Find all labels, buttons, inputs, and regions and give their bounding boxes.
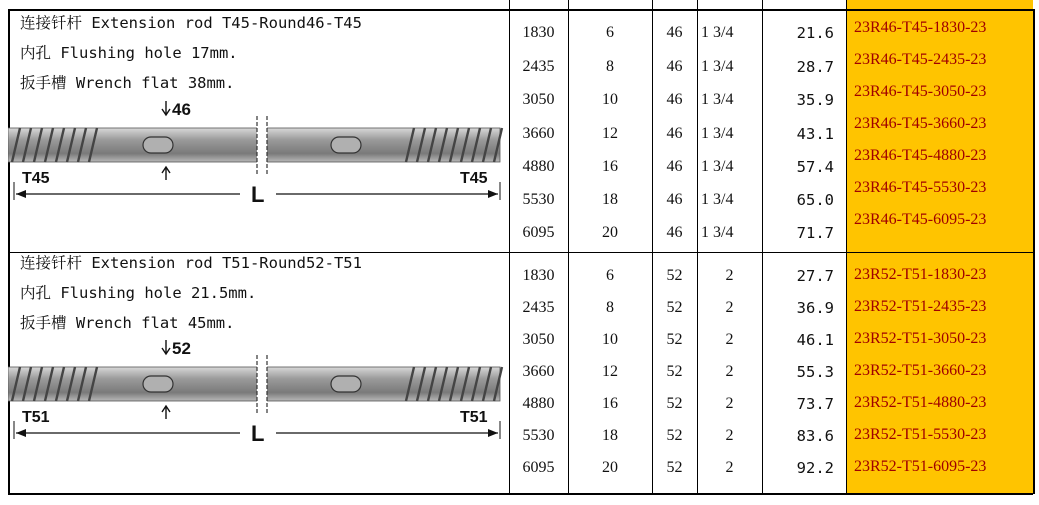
cell-inch: 1 3/4: [701, 24, 734, 41]
rod-drawing: [8, 96, 508, 206]
table-hline: [8, 9, 1033, 11]
cell-code: 23R46-T45-5530-23: [854, 179, 987, 196]
cell-code: 23R46-T45-3660-23: [854, 115, 987, 132]
rod-drawing: [8, 335, 508, 445]
cell-diameter: 52: [666, 331, 683, 348]
cell-feet: 12: [602, 125, 618, 142]
cell-inch: 2: [725, 395, 734, 412]
cell-feet: 20: [602, 459, 618, 476]
cell-diameter: 46: [666, 58, 683, 75]
wrench-flat: [331, 376, 361, 392]
cell-weight: 21.6: [796, 24, 834, 42]
thread-label-right: T51: [460, 409, 488, 426]
cell-inch: 2: [725, 267, 734, 284]
break-gap: [257, 116, 267, 174]
length-label: L: [251, 421, 265, 445]
cell-code: 23R46-T45-4880-23: [854, 147, 987, 164]
thread-label-right: T45: [460, 170, 488, 187]
thread-label-left: T51: [22, 409, 50, 426]
cell-inch: 2: [725, 363, 734, 380]
right-arrowhead-icon: [488, 429, 498, 437]
cell-inch: 1 3/4: [701, 125, 734, 142]
cell-diameter: 46: [666, 224, 683, 241]
cell-weight: 35.9: [796, 91, 834, 109]
cell-feet: 12: [602, 363, 618, 380]
cell-feet: 6: [606, 267, 614, 284]
cell-weight: 92.2: [796, 459, 834, 477]
cell-length: 1830: [522, 24, 555, 41]
right-arrowhead-icon: [488, 190, 498, 198]
cell-code: 23R52-T51-5530-23: [854, 426, 987, 443]
cell-feet: 8: [606, 299, 614, 316]
cell-length: 5530: [522, 427, 555, 444]
cell-inch: 2: [725, 427, 734, 444]
up-arrow-icon: [162, 167, 170, 180]
cell-code: 23R46-T45-2435-23: [854, 51, 987, 68]
cell-code: 23R46-T45-6095-23: [854, 211, 987, 228]
cell-feet: 6: [606, 24, 614, 41]
cell-length: 4880: [522, 158, 555, 175]
cell-diameter: 52: [666, 267, 683, 284]
wrench-flat: [143, 376, 173, 392]
cell-length: 3050: [522, 331, 555, 348]
cell-length: 6095: [522, 224, 555, 241]
cell-weight: 83.6: [796, 427, 834, 445]
cell-diameter: 52: [666, 427, 683, 444]
left-arrowhead-icon: [16, 429, 26, 437]
cell-inch: 2: [725, 459, 734, 476]
cell-length: 6095: [522, 459, 555, 476]
cell-diameter: 52: [666, 459, 683, 476]
cell-weight: 65.0: [796, 191, 834, 209]
cell-weight: 36.9: [796, 299, 834, 317]
diameter-label: 46: [172, 100, 191, 119]
wrench-flat: [143, 137, 173, 153]
cell-feet: 8: [606, 58, 614, 75]
cell-weight: 73.7: [796, 395, 834, 413]
cell-code: 23R52-T51-3660-23: [854, 362, 987, 379]
cell-code: 23R46-T45-3050-23: [854, 83, 987, 100]
description-line: 扳手槽 Wrench flat 38mm.: [20, 74, 235, 92]
cell-diameter: 46: [666, 24, 683, 41]
cell-code: 23R52-T51-6095-23: [854, 458, 987, 475]
cell-inch: 1 3/4: [701, 58, 734, 75]
cell-diameter: 46: [666, 91, 683, 108]
description-line: 内孔 Flushing hole 17mm.: [20, 44, 238, 62]
left-arrowhead-icon: [16, 190, 26, 198]
cell-inch: 2: [725, 331, 734, 348]
thread-label-left: T45: [22, 170, 50, 187]
cell-diameter: 46: [666, 158, 683, 175]
cell-length: 5530: [522, 191, 555, 208]
cell-length: 2435: [522, 299, 555, 316]
cell-length: 3660: [522, 363, 555, 380]
cell-feet: 20: [602, 224, 618, 241]
wrench-flat: [331, 137, 361, 153]
description-line: 连接钎杆 Extension rod T45-Round46-T45: [20, 14, 362, 32]
cell-weight: 43.1: [796, 125, 834, 143]
cell-length: 3660: [522, 125, 555, 142]
cell-weight: 55.3: [796, 363, 834, 381]
cell-length: 1830: [522, 267, 555, 284]
description-line: 连接钎杆 Extension rod T51-Round52-T51: [20, 254, 362, 272]
diameter-label: 52: [172, 339, 191, 358]
down-arrow-icon: [162, 101, 170, 115]
cell-inch: 1 3/4: [701, 224, 734, 241]
cell-weight: 57.4: [796, 158, 834, 176]
cell-weight: 28.7: [796, 58, 834, 76]
table-vline: [846, 0, 847, 494]
cell-inch: 1 3/4: [701, 158, 734, 175]
cell-feet: 10: [602, 91, 618, 108]
cell-length: 3050: [522, 91, 555, 108]
cell-feet: 10: [602, 331, 618, 348]
break-gap: [257, 355, 267, 413]
cell-weight: 71.7: [796, 224, 834, 242]
description-line: 内孔 Flushing hole 21.5mm.: [20, 284, 257, 302]
cell-feet: 18: [602, 427, 618, 444]
cell-length: 4880: [522, 395, 555, 412]
cell-code: 23R52-T51-4880-23: [854, 394, 987, 411]
cell-feet: 18: [602, 191, 618, 208]
cell-diameter: 46: [666, 125, 683, 142]
cell-code: 23R52-T51-3050-23: [854, 330, 987, 347]
cell-weight: 46.1: [796, 331, 834, 349]
cell-diameter: 52: [666, 395, 683, 412]
cell-diameter: 46: [666, 191, 683, 208]
description-line: 扳手槽 Wrench flat 45mm.: [20, 314, 235, 332]
cell-feet: 16: [602, 395, 618, 412]
up-arrow-icon: [162, 406, 170, 419]
cell-length: 2435: [522, 58, 555, 75]
cell-code: 23R46-T45-1830-23: [854, 19, 987, 36]
down-arrow-icon: [162, 340, 170, 354]
cell-code: 23R52-T51-1830-23: [854, 266, 987, 283]
cell-weight: 27.7: [796, 267, 834, 285]
cell-diameter: 52: [666, 299, 683, 316]
cell-feet: 16: [602, 158, 618, 175]
cell-inch: 2: [725, 299, 734, 316]
cell-inch: 1 3/4: [701, 91, 734, 108]
cell-code: 23R52-T51-2435-23: [854, 298, 987, 315]
cell-inch: 1 3/4: [701, 191, 734, 208]
length-label: L: [251, 182, 265, 206]
table-hline: [8, 493, 1033, 495]
cell-diameter: 52: [666, 363, 683, 380]
